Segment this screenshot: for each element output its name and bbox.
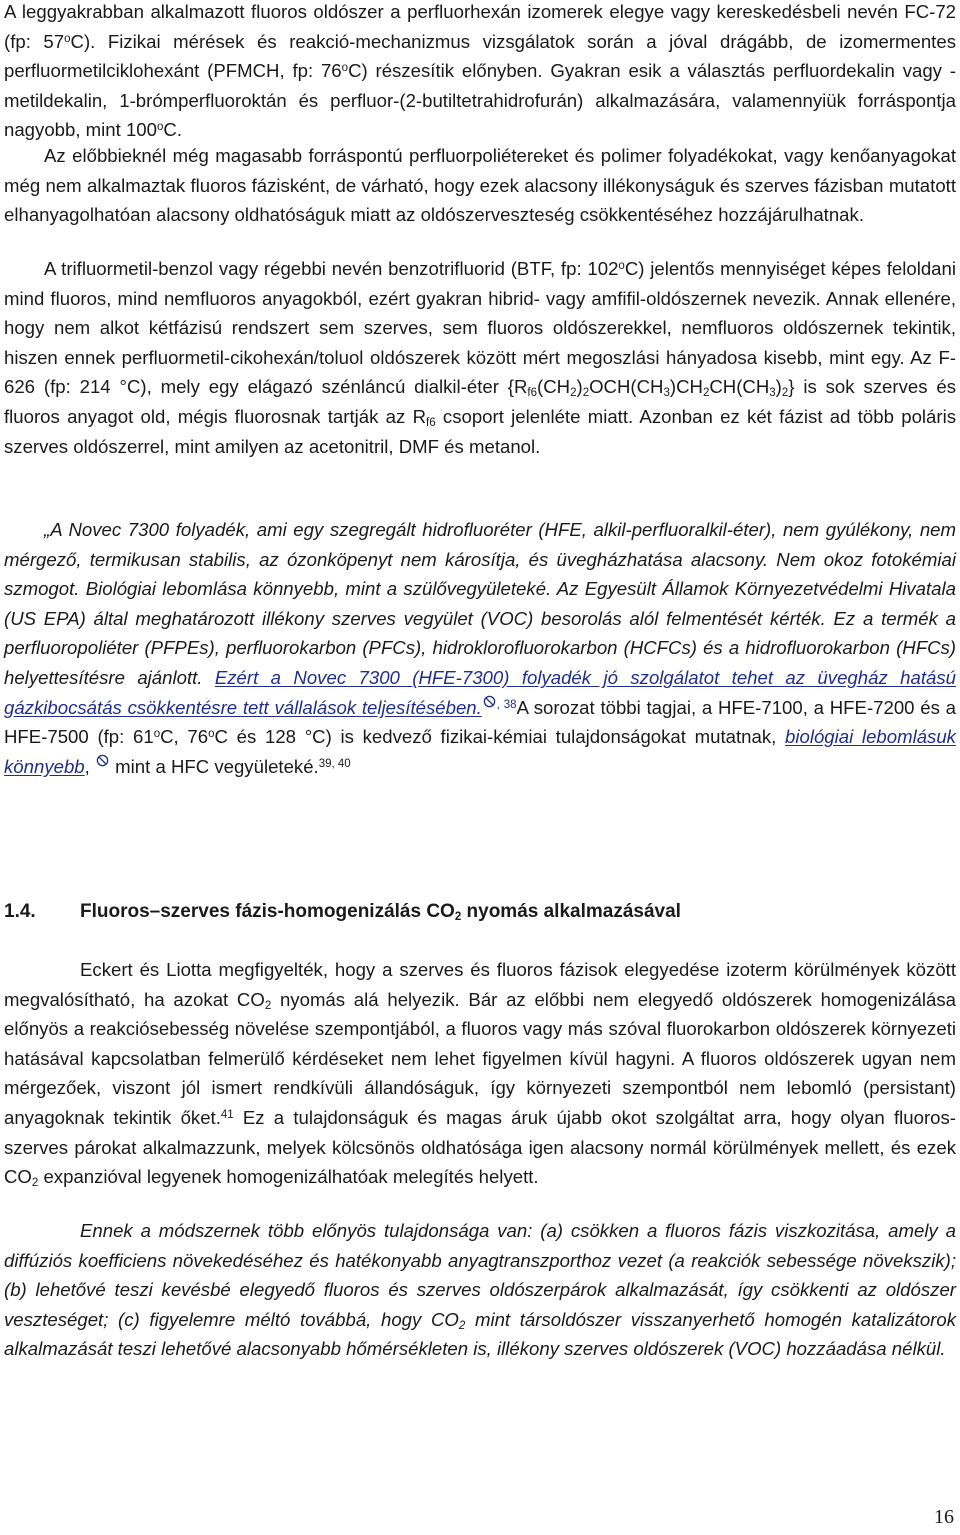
- link-novec-greenhouse[interactable]: Ezért a Novec 7300 (HFE-7300) folyadék jó szolgálatot tehet az üvegház hatású gázkibocsátás csökkentésre tett vállalások teljesítésében.: [4, 666, 956, 718]
- page-number: 16: [934, 1506, 954, 1528]
- section-number: 1.4.: [4, 901, 36, 922]
- paragraph-btf: A trifluormetil-benzol vagy régebbi nevén benzotrifluorid (BTF, fp: 102$^o$C) jelentős mennyiséget képes feloldani mind fluoros, mind nemfluoros anyagokból, ezért gyakran hibrid- vagy amfifil-oldószernek nevezik. Annak ellenére, hogy nem alkot kétfázisú rendszert sem szerves, sem fluoros oldószerekkel, nemfluoros oldószernek tekintik, hiszen ennek perfluormetil-cikohexán/toluol oldószerek között mért megoszlási hányadosa kisebb, mint egy. Az F-626 (fp: 214 °C), mely egy elágazó szénláncú dialkil-éter $\{R_{f6}(CH_2)_2OCH(CH_3)CH_2CH(CH_3)_2\}$ is sok szerves és fluoros anyagot old, mégis fluorosnak tartják az $R_{f6}$ csoport jelenléte miatt. Azonban ez két fázist ad több poláris szerves oldószerrel, mint amilyen az acetonitril, DMF és metanol.: [4, 258, 957, 457]
- section-heading: [4, 897, 956, 927]
- section-title: Fluoros–szerves fázis-homogenizálás $CO_2$ nyomás alkalmazásával: [80, 901, 681, 923]
- globe-reference-icon[interactable]: [483, 695, 496, 708]
- paragraph-fc72: A leggyakrabban alkalmazott fluoros oldószer a perfluorhexán izomerek elegye vagy kereskedésbeli nevén FC-72 (fp: 57$^o$C). Fizikai mérések és reakció-mechanizmus vizsgálatok során a jóval drágább, de izomermentes perfluormetilciklohexánt (PFMCH, fp: 76$^o$C) részesítik előnyben. Gyakran esik a választás perfluordekalin vagy -metildekalin, 1-brómperfluoroktán és perfluor-(2-butiltetrahidrofurán) alkalmazására, valamennyiük forráspontja nagyobb, mint 100$^o$C.: [4, 1, 956, 141]
- paragraph-perfluorpolyethers: Az előbbieknél még magasabb forráspontú perfluorpoliétereket és polimer folyadékokat, vagy kenőanyagokat még nem alkalmaztak fluoros fázisként, de várható, hogy ezek alacsony illékonyságuk és szerves fázisban mutatott elhanyagolhatóan alacsony oldhatóságuk miatt az oldószerveszteség csökkentéséhez hozzájárulhatnak.: [4, 145, 956, 226]
- paragraph-novec-quote: „A Novec 7300 folyadék, ami egy szegregált hidrofluoréter (HFE, alkil-perfluoralkil-éter), nem gyúlékony, nem mérgező, termikusan stabilis, az ózonköpenyt nem károsítja, és üvegházhatása alacsony. Nem okoz fotokémiai szmogot. Biológiai lebomlása könnyebb, mint a szülővegyületeké. Az Egyesült Államok Környezetvédelmi Hivatala (US EPA) által meghatározott illékony szerves vegyület (VOC) besorolás alól felmentését kérték. Ez a termék a perfluoropoliéter (PFPEs), perfluorokarbon (PFCs), hidroklorofluorokarbon (HCFCs) és a hidrofluorokarbon (HFCs) helyettesítésre ajánlott. Ezért a Novec 7300 (HFE-7300) folyadék jó szolgálatot tehet az üvegház hatású gázkibocsátás csökkentésre tett vállalások teljesítésében. $^{, 38}$A sorozat többi tagjai, a HFE-7100, a HFE-7200 és a HFE-7500 (fp: 61$^o$C, 76$^o$C és 128 °C) is kedvező fizikai-kémiai tulajdonságokat mutatnak, biológiai lebomlásuk könnyebb, mint a HFC vegyületeké.$^{39, 40}$: [4, 519, 956, 777]
- globe-reference-icon[interactable]: [96, 754, 109, 767]
- paragraph-eckert-liotta: Eckert és Liotta megfigyelték, hogy a szerves és fluoros fázisok elegyedése izoterm körülmények között megvalósítható, ha azokat $CO_2$ nyomás alá helyezik. Bár az előbbi nem elegyedő oldószerek homogenizálása előnyös a reakciósebesség növelése szempontjából, a fluoros vagy más szóval fluorokarbon oldószerek környezeti hatásával kapcsolatban felmerülő kérdéseket nem lehet figyelmen kívül hagyni. A fluoros oldószerek ugyan nem mérgezőek, viszont jól ismert rendkívüli állandóságuk, így környezeti szempontból nem lebomló (persistant) anyagoknak tekintik őket.$^{41}$ Ez a tulajdonságuk és magas áruk újabb okot szolgáltat arra, hogy olyan fluoros-szerves párokat alkalmazzunk, melyek kölcsönös oldhatósága igen alacsony normál körülmények mellett, és ezek $CO_2$ expanzióval legyenek homogenizálhatóak melegítés helyett.: [4, 959, 956, 1190]
- link-biodegradation[interactable]: biológiai lebomlásuk könnyebb: [4, 726, 956, 777]
- paragraph-advantages: Ennek a módszernek több előnyös tulajdonsága van: (a) csökken a fluoros fázis viszkozitása, amely a diffúziós koefficiens növekedéséhez és hatékonyabb anyagtranszporthoz vezet (a reakciók sebessége növekszik); (b) lehetővé teszi kevésbé elegyedő fluoros és szerves oldószerpárok alkalmazását, így csökkenti az oldószer veszteséget; (c) figyelemre méltó továbbá, hogy $CO_2$ mint társoldószer visszanyerhető homogén katalizátorok alkalmazását teszi lehetővé alacsonyabb hőmérsékleten is, illékony szerves oldószerek (VOC) hozzáadása nélkül.: [4, 1220, 956, 1360]
